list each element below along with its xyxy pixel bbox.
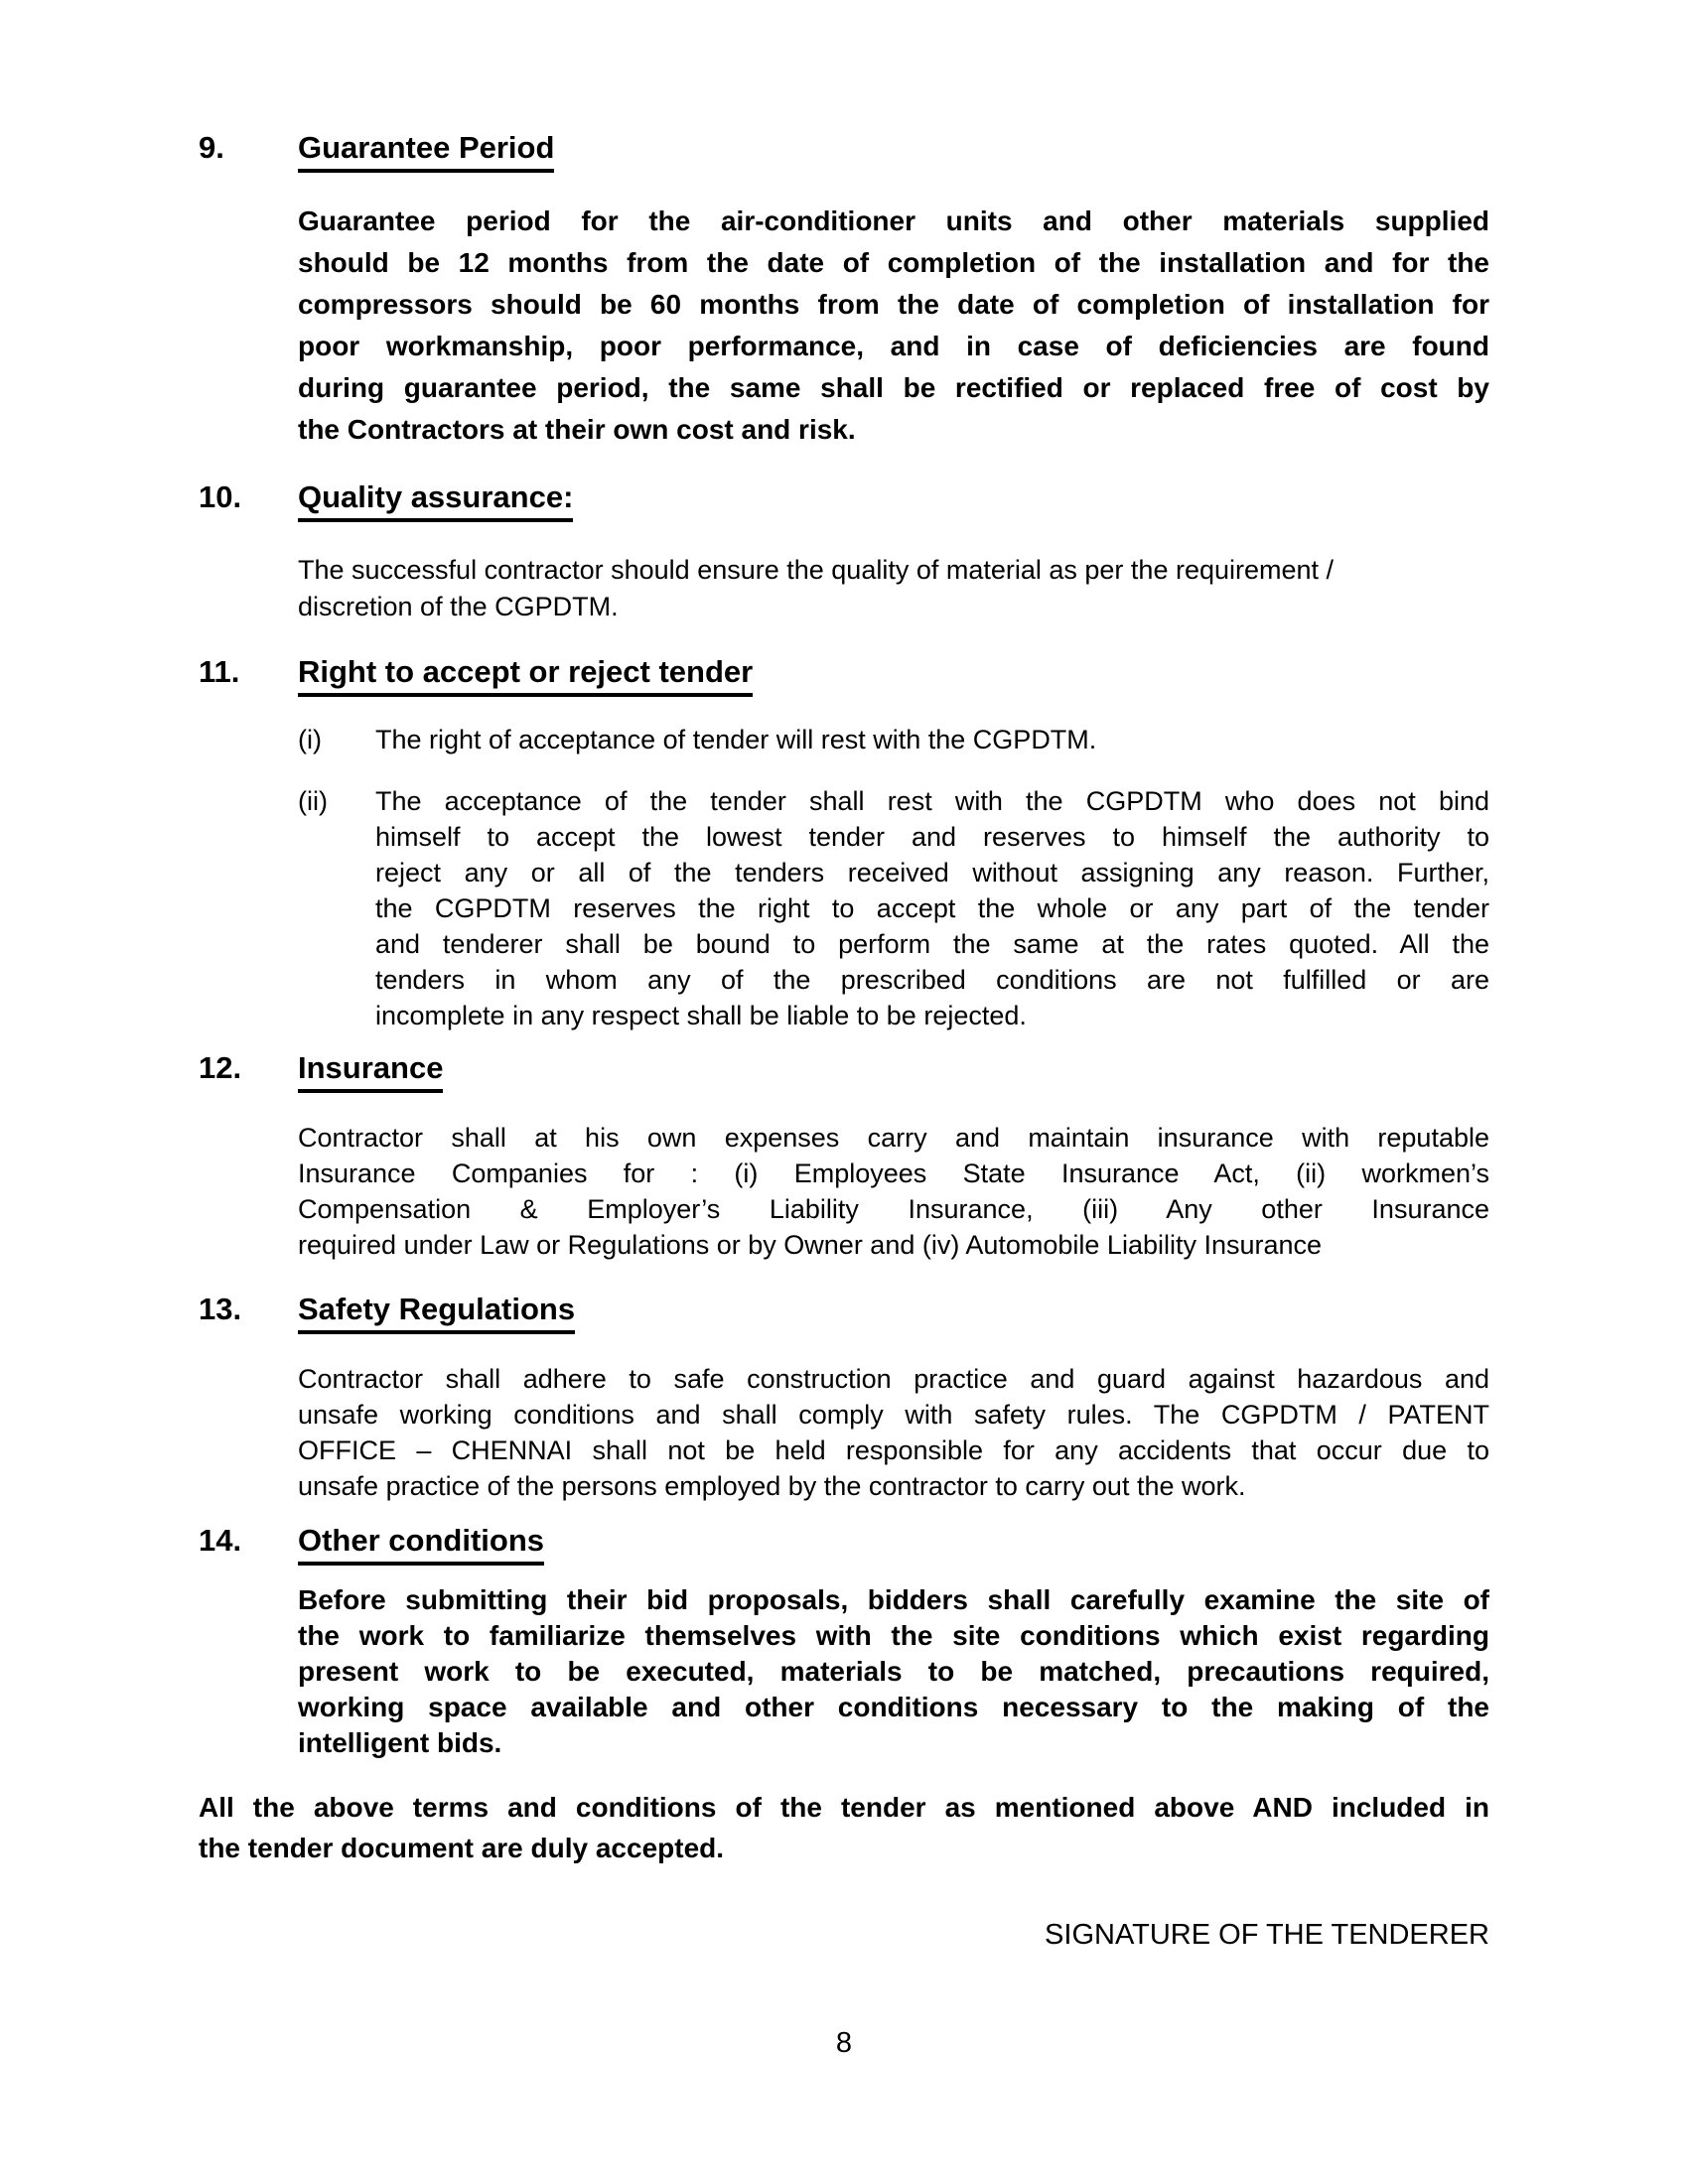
section-9-number: 9. [199,130,224,165]
paragraph-line: during guarantee period, the same shall be rectified or replaced free of cost by [298,372,1489,403]
paragraph-line: discretion of the CGPDTM. [298,592,619,621]
paragraph-line: unsafe working conditions and shall comply with safety rules. The CGPDTM / PATENT [298,1400,1489,1430]
paragraph-line: working space available and other conditions necessary to the making of the [298,1692,1489,1722]
list-item-ii [298,783,1489,1033]
paragraph-line: Before submitting their bid proposals, bidders shall carefully examine the site of [298,1584,1489,1615]
section-14-number: 14. [199,1523,242,1558]
section-10-number: 10. [199,479,242,514]
paragraph-line: should be 12 months from the date of completion of the installation and for the [298,247,1489,278]
section-14-title: Other conditions [298,1522,1489,1566]
paragraph-line: tenders in whom any of the prescribed conditions are not fulfilled or are [375,965,1489,995]
section-9-title: Guarantee Period [298,129,1489,173]
section-10 [199,478,1489,625]
section-13 [199,1291,1489,1504]
section-12-paragraph [298,1120,1489,1263]
paragraph-line: The acceptance of the tender shall rest with the CGPDTM who does not bind [375,786,1489,816]
paragraph-line: The successful contractor should ensure the quality of material as per the requirement / [298,555,1335,585]
paragraph-line: Insurance Companies for : (i) Employees State Insurance Act, (ii) workmen’s [298,1159,1489,1188]
paragraph-line: OFFICE – CHENNAI shall not be held responsible for any accidents that occur due to [298,1435,1489,1465]
section-10-title: Quality assurance: [298,478,1489,522]
section-14-paragraph [298,1582,1489,1761]
paragraph-line: present work to be executed, materials to be matched, precautions required, [298,1656,1489,1687]
paragraph-line: poor workmanship, poor performance, and in case of deficiencies are found [298,331,1489,361]
paragraph-line: and tenderer shall be bound to perform the same at the rates quoted. All the [375,929,1489,959]
closing-acceptance-paragraph [199,1787,1489,1868]
section-13-paragraph [298,1361,1489,1504]
paragraph-line: Contractor shall adhere to safe construction practice and guard against hazardous and [298,1364,1489,1394]
paragraph-line: unsafe practice of the persons employed by the contractor to carry out the work. [298,1471,1246,1501]
section-10-paragraph [298,552,1489,625]
paragraph-line: Guarantee period for the air-conditioner units and other materials supplied [298,205,1489,236]
paragraph-line: Compensation & Employer’s Liability Insurance, (iii) Any other Insurance [298,1194,1489,1224]
section-9-paragraph [298,201,1489,451]
page-number: 8 [835,2027,853,2059]
paragraph-line: reject any or all of the tenders received without assigning any reason. Further, [375,858,1489,887]
paragraph-line: The right of acceptance of tender will rest with the CGPDTM. [375,725,1097,754]
section-11 [199,653,1489,1033]
section-9 [199,129,1489,451]
section-11-number: 11. [199,654,240,689]
section-14 [199,1522,1489,1761]
paragraph-line: himself to accept the lowest tender and reserves to himself the authority to [375,822,1489,852]
paragraph-line: required under Law or Regulations or by Owner and (iv) Automobile Liability Insurance [298,1230,1323,1260]
list-item-label: (i) [298,725,322,754]
paragraph-line: All the above terms and conditions of the tender as mentioned above AND included in [199,1792,1489,1823]
paragraph-line: the Contractors at their own cost and risk. [298,414,856,445]
paragraph-line: the work to familiarize themselves with the site conditions which exist regarding [298,1620,1489,1651]
paragraph-line: Contractor shall at his own expenses carry and maintain insurance with reputable [298,1123,1489,1153]
paragraph-line: compressors should be 60 months from the date of completion of installation for [298,289,1489,320]
signature-of-tenderer-label: SIGNATURE OF THE TENDERER [1045,1919,1489,1951]
section-12-number: 12. [199,1050,242,1085]
paragraph-line: the CGPDTM reserves the right to accept the whole or any part of the tender [375,893,1489,923]
section-12-title: Insurance [298,1049,1489,1093]
paragraph-line: incomplete in any respect shall be liable to be rejected. [375,1001,1027,1030]
section-12 [199,1049,1489,1263]
paragraph-line: the tender document are duly accepted. [199,1833,725,1863]
list-item-i [298,722,1489,757]
paragraph-line: intelligent bids. [298,1727,502,1758]
section-13-title: Safety Regulations [298,1291,1489,1334]
list-item-label: (ii) [298,786,328,816]
section-11-title: Right to accept or reject tender [298,653,1489,697]
section-13-number: 13. [199,1292,242,1326]
